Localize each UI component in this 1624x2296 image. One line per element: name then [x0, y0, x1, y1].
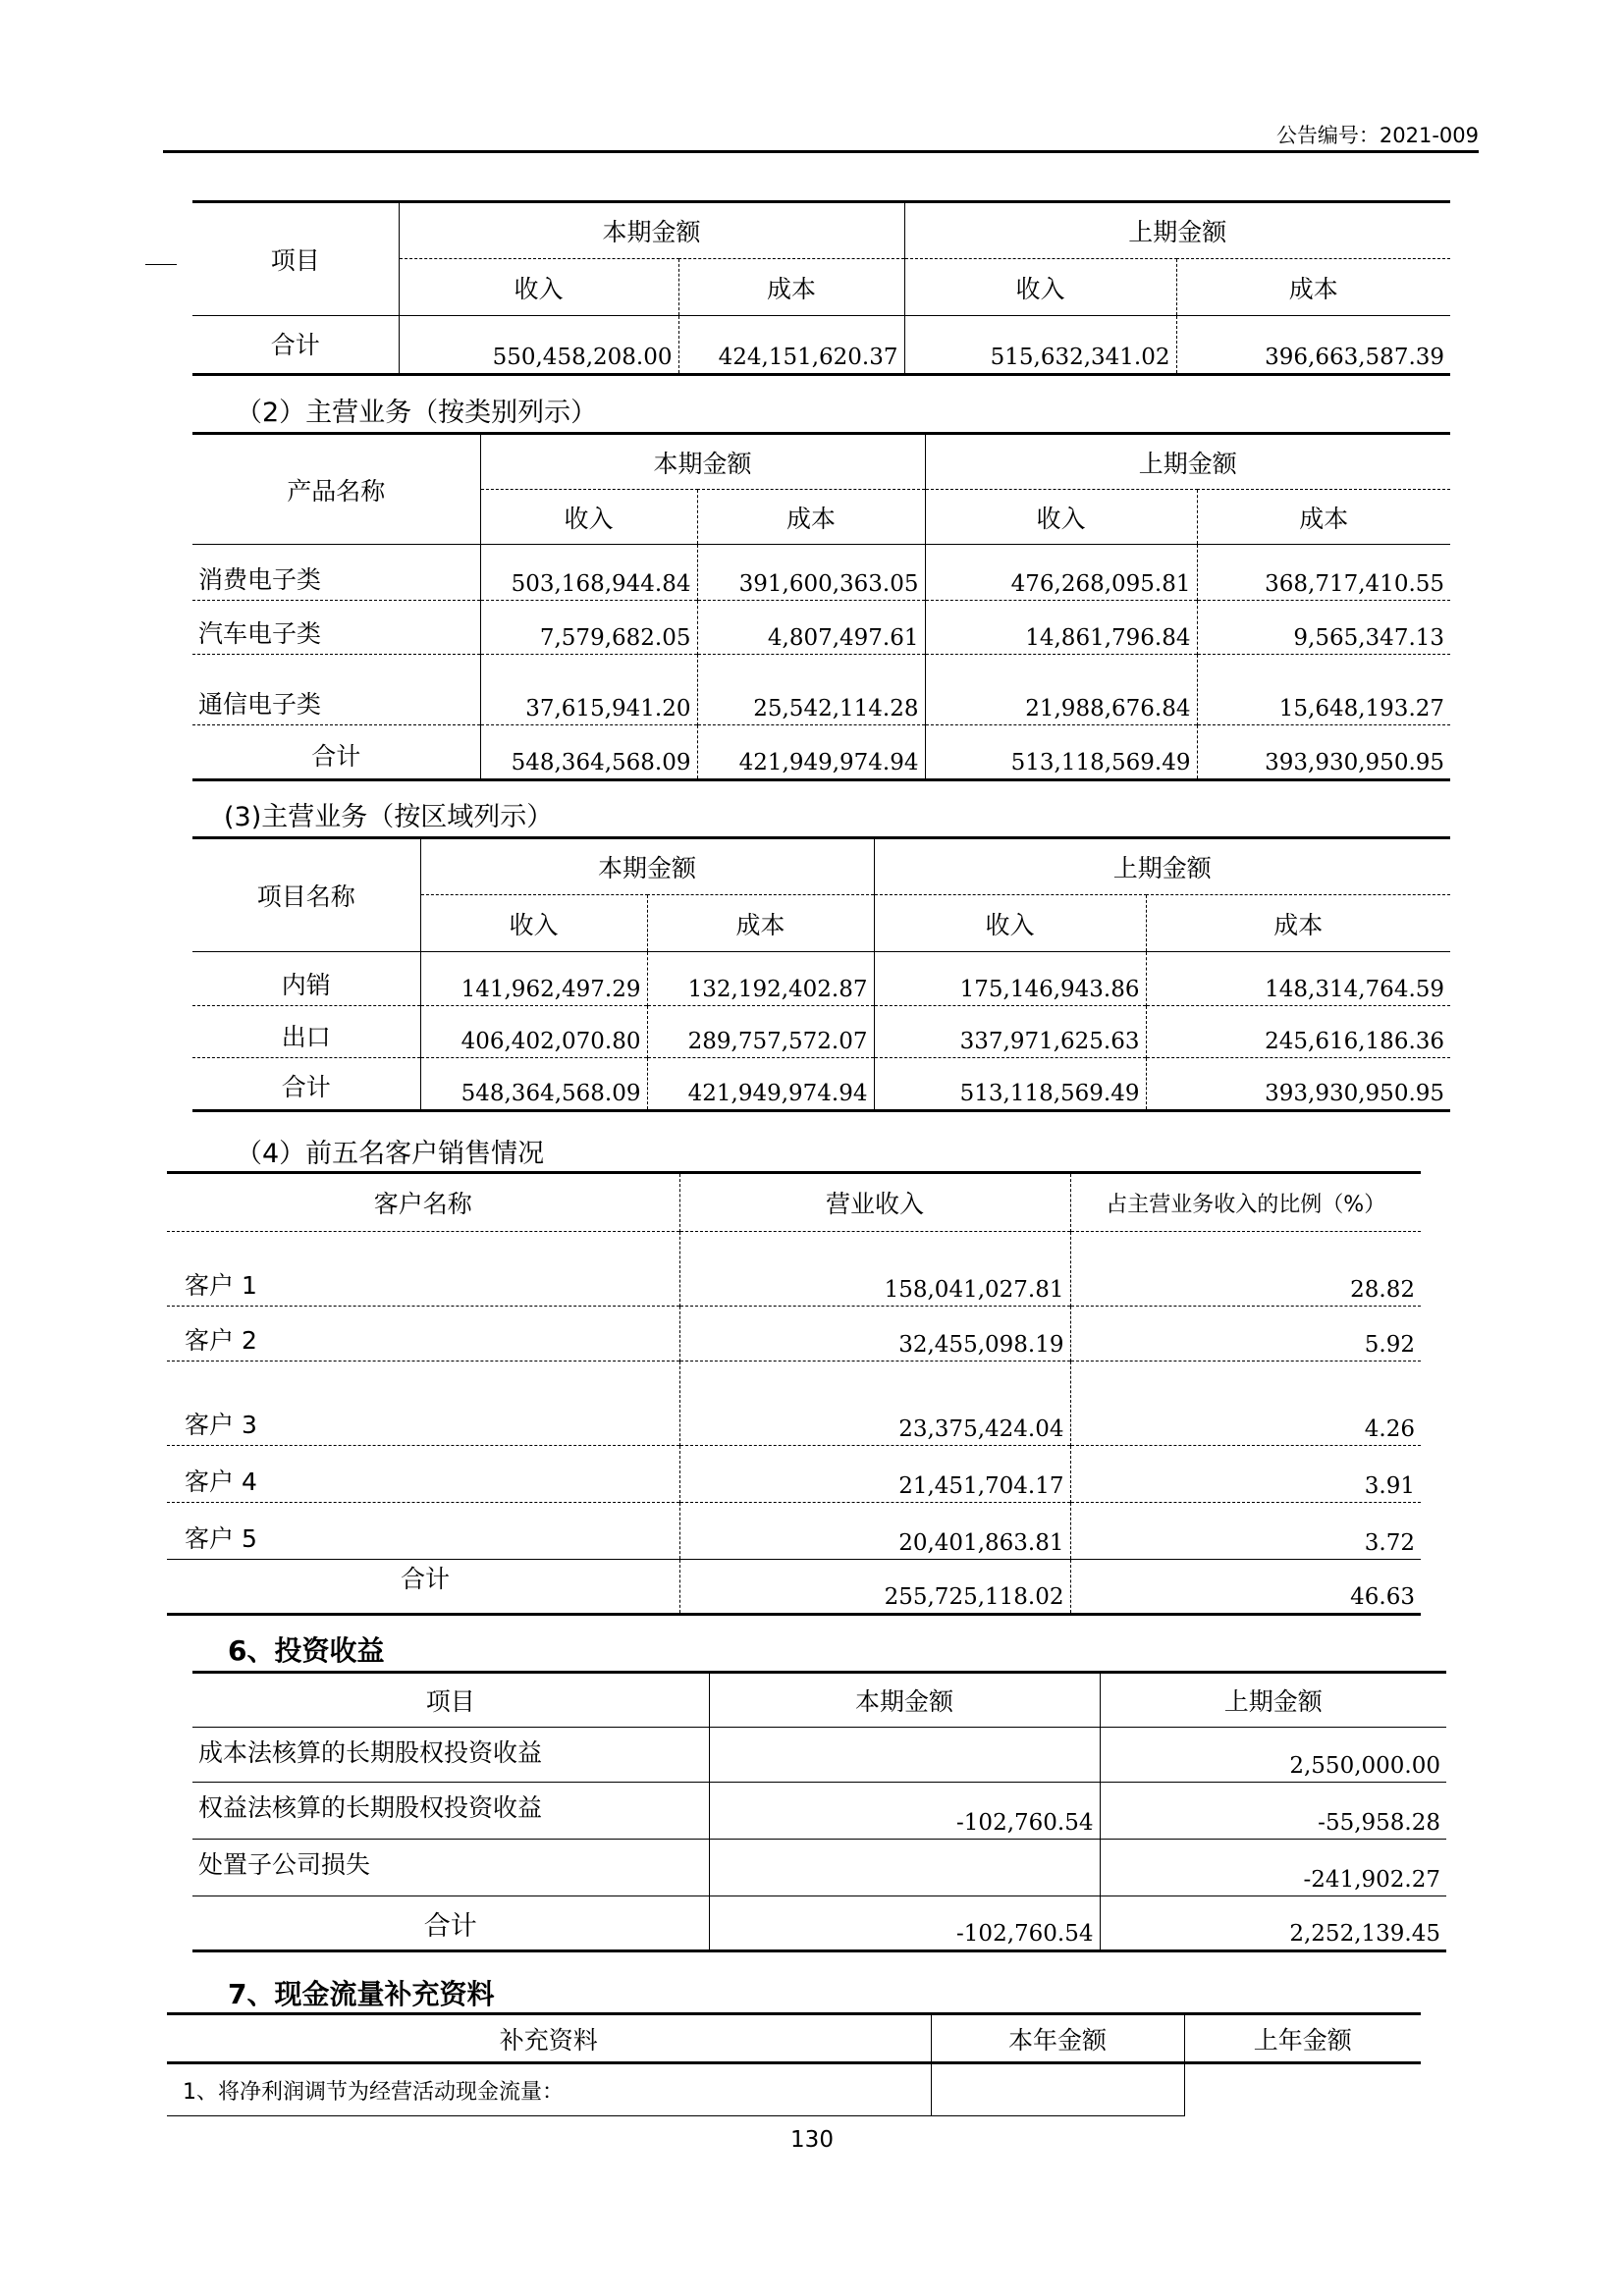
- cell-value: [931, 2063, 1184, 2116]
- table-row: [192, 655, 1450, 725]
- col-header-ratio: 占主营业务收入的比例（%）: [1070, 1173, 1421, 1232]
- row-label: 处置子公司损失: [198, 1850, 371, 1879]
- table-row: [167, 1560, 1421, 1615]
- row-label: 汽车电子类: [198, 619, 322, 648]
- table-row: [192, 601, 1450, 655]
- cell-value: 421,949,974.94: [647, 1058, 874, 1111]
- cell-value: -241,902.27: [1100, 1840, 1446, 1896]
- col-header-cost: 成本: [1146, 895, 1450, 952]
- cell-value: 175,146,943.86: [874, 952, 1146, 1006]
- col-header-previous: 上期金额: [1100, 1673, 1446, 1728]
- cell-value: 21,988,676.84: [925, 655, 1197, 725]
- section-title-top-customers: （4）前五名客户销售情况: [236, 1139, 545, 1169]
- row-label: 合计: [270, 331, 320, 359]
- col-header-supplement: 补充资料: [499, 2025, 598, 2055]
- col-header-customer-name: 客户名称: [373, 1190, 472, 1218]
- row-label: 合计: [311, 742, 361, 771]
- cell-value: [709, 1728, 1100, 1783]
- cell-value: 2,550,000.00: [1100, 1728, 1446, 1783]
- cell-value: 503,168,944.84: [480, 545, 697, 601]
- table-row: [192, 1728, 1446, 1783]
- cell-value: 421,949,974.94: [697, 725, 925, 780]
- col-header-income: 收入: [399, 259, 678, 316]
- col-header-previous: 上期金额: [874, 838, 1450, 895]
- row-label: 合计: [281, 1073, 331, 1101]
- revenue-summary-table: [192, 200, 1450, 376]
- row-label: 内销: [281, 971, 331, 999]
- cell-value: 2,252,139.45: [1100, 1896, 1446, 1951]
- cell-value: -102,760.54: [709, 1896, 1100, 1951]
- cell-value: 158,041,027.81: [679, 1232, 1070, 1307]
- row-label: 1、将净利润调节为经营活动现金流量：: [167, 2063, 931, 2116]
- row-label: 权益法核算的长期股权投资收益: [198, 1793, 543, 1822]
- col-header-cost: 成本: [1176, 259, 1450, 316]
- col-header-cost: 成本: [1197, 490, 1450, 545]
- table-row: [192, 952, 1450, 1006]
- cell-value: 289,757,572.07: [647, 1006, 874, 1058]
- cell-value: 255,725,118.02: [679, 1560, 1070, 1615]
- cell-value: 32,455,098.19: [679, 1307, 1070, 1362]
- cell-value: -55,958.28: [1100, 1783, 1446, 1840]
- cell-value: 424,151,620.37: [678, 316, 904, 375]
- cell-value: 391,600,363.05: [697, 545, 925, 601]
- cell-value: 37,615,941.20: [480, 655, 697, 725]
- row-label: 成本法核算的长期股权投资收益: [198, 1738, 543, 1767]
- cell-value: 132,192,402.87: [647, 952, 874, 1006]
- cell-value: 9,565,347.13: [1197, 601, 1450, 655]
- table-row: [167, 1232, 1421, 1307]
- row-label: 出口: [281, 1023, 331, 1051]
- top-five-customers-table: [167, 1171, 1421, 1616]
- col-header-income: 收入: [480, 490, 697, 545]
- section-title-cash-flow-supplement: 7、现金流量补充资料: [228, 1978, 495, 2010]
- table-row: [192, 1896, 1446, 1951]
- table-row: [192, 545, 1450, 601]
- row-label: 客户 1: [185, 1271, 257, 1300]
- row-label: 客户 3: [185, 1411, 257, 1439]
- cell-value: 337,971,625.63: [874, 1006, 1146, 1058]
- col-header-previous: 上期金额: [925, 434, 1450, 490]
- table-row: [192, 316, 1450, 375]
- cell-value: 4.26: [1070, 1362, 1421, 1446]
- col-header-current-year: 本年金额: [931, 2014, 1184, 2063]
- margin-dash: [145, 264, 177, 265]
- cell-value: 393,930,950.95: [1197, 725, 1450, 780]
- cell-value: [1184, 2063, 1421, 2116]
- table-row: [192, 1058, 1450, 1111]
- announcement-code: 公告编号：2021-009: [1275, 124, 1479, 147]
- cell-value: 20,401,863.81: [679, 1503, 1070, 1560]
- cell-value: 406,402,070.80: [420, 1006, 647, 1058]
- col-header-income: 收入: [925, 490, 1197, 545]
- cell-value: 3.72: [1070, 1503, 1421, 1560]
- table-row: [167, 1307, 1421, 1362]
- page-number: 130: [790, 2127, 834, 2153]
- row-label: 客户 4: [185, 1468, 257, 1496]
- cell-value: 14,861,796.84: [925, 601, 1197, 655]
- row-label: 消费电子类: [198, 565, 322, 594]
- investment-income-table: [192, 1671, 1446, 1952]
- cell-value: 393,930,950.95: [1146, 1058, 1450, 1111]
- row-label: 合计: [423, 1910, 477, 1942]
- col-header-current: 本期金额: [709, 1673, 1100, 1728]
- cell-value: 21,451,704.17: [679, 1446, 1070, 1503]
- row-label: 客户 2: [185, 1326, 257, 1355]
- cash-flow-supplement-table: [167, 2012, 1421, 2116]
- col-header-previous: 上期金额: [904, 202, 1450, 259]
- section-title-by-region: (3)主营业务（按区域列示）: [224, 802, 554, 832]
- col-header-previous-year: 上年金额: [1184, 2014, 1421, 2063]
- cell-value: [709, 1840, 1100, 1896]
- main-business-by-category-table: [192, 432, 1450, 781]
- cell-value: 3.91: [1070, 1446, 1421, 1503]
- cell-value: 25,542,114.28: [697, 655, 925, 725]
- cell-value: 245,616,186.36: [1146, 1006, 1450, 1058]
- cell-value: -102,760.54: [709, 1783, 1100, 1840]
- cell-value: 148,314,764.59: [1146, 952, 1450, 1006]
- table-row: [167, 2063, 1421, 2116]
- col-header-item: 项目: [425, 1687, 475, 1716]
- col-header-item: 项目: [270, 246, 320, 275]
- cell-value: 5.92: [1070, 1307, 1421, 1362]
- cell-value: 548,364,568.09: [420, 1058, 647, 1111]
- cell-value: 15,648,193.27: [1197, 655, 1450, 725]
- table-row: [192, 725, 1450, 780]
- table-row: [167, 1503, 1421, 1560]
- row-label: 客户 5: [185, 1524, 257, 1553]
- col-header-cost: 成本: [647, 895, 874, 952]
- table-row: [192, 1840, 1446, 1896]
- cell-value: 46.63: [1070, 1560, 1421, 1615]
- col-header-revenue: 营业收入: [679, 1173, 1070, 1232]
- cell-value: 515,632,341.02: [904, 316, 1176, 375]
- table-row: [192, 1006, 1450, 1058]
- cell-value: 513,118,569.49: [925, 725, 1197, 780]
- cell-value: 4,807,497.61: [697, 601, 925, 655]
- col-header-income: 收入: [420, 895, 647, 952]
- main-business-by-region-table: [192, 836, 1450, 1112]
- col-header-current: 本期金额: [420, 838, 874, 895]
- section-title-by-category: （2）主营业务（按类别列示）: [236, 398, 598, 428]
- cell-value: 28.82: [1070, 1232, 1421, 1307]
- col-header-current: 本期金额: [399, 202, 904, 259]
- col-header-income: 收入: [904, 259, 1176, 316]
- section-title-investment-income: 6、投资收益: [228, 1634, 385, 1667]
- table-row: [167, 1446, 1421, 1503]
- row-label: 合计: [401, 1565, 451, 1593]
- cell-value: 7,579,682.05: [480, 601, 697, 655]
- header-rule: [163, 150, 1479, 153]
- col-header-cost: 成本: [697, 490, 925, 545]
- col-header-current: 本期金额: [480, 434, 925, 490]
- table-row: [167, 1362, 1421, 1446]
- row-label: 通信电子类: [198, 690, 322, 719]
- table-row: [192, 1783, 1446, 1840]
- cell-value: 141,962,497.29: [420, 952, 647, 1006]
- col-header-item-name: 项目名称: [256, 882, 355, 911]
- cell-value: 396,663,587.39: [1176, 316, 1450, 375]
- col-header-product: 产品名称: [287, 476, 386, 506]
- col-header-income: 收入: [874, 895, 1146, 952]
- cell-value: 513,118,569.49: [874, 1058, 1146, 1111]
- cell-value: 548,364,568.09: [480, 725, 697, 780]
- cell-value: 476,268,095.81: [925, 545, 1197, 601]
- col-header-cost: 成本: [678, 259, 904, 316]
- cell-value: 550,458,208.00: [399, 316, 678, 375]
- cell-value: 368,717,410.55: [1197, 545, 1450, 601]
- cell-value: 23,375,424.04: [679, 1362, 1070, 1446]
